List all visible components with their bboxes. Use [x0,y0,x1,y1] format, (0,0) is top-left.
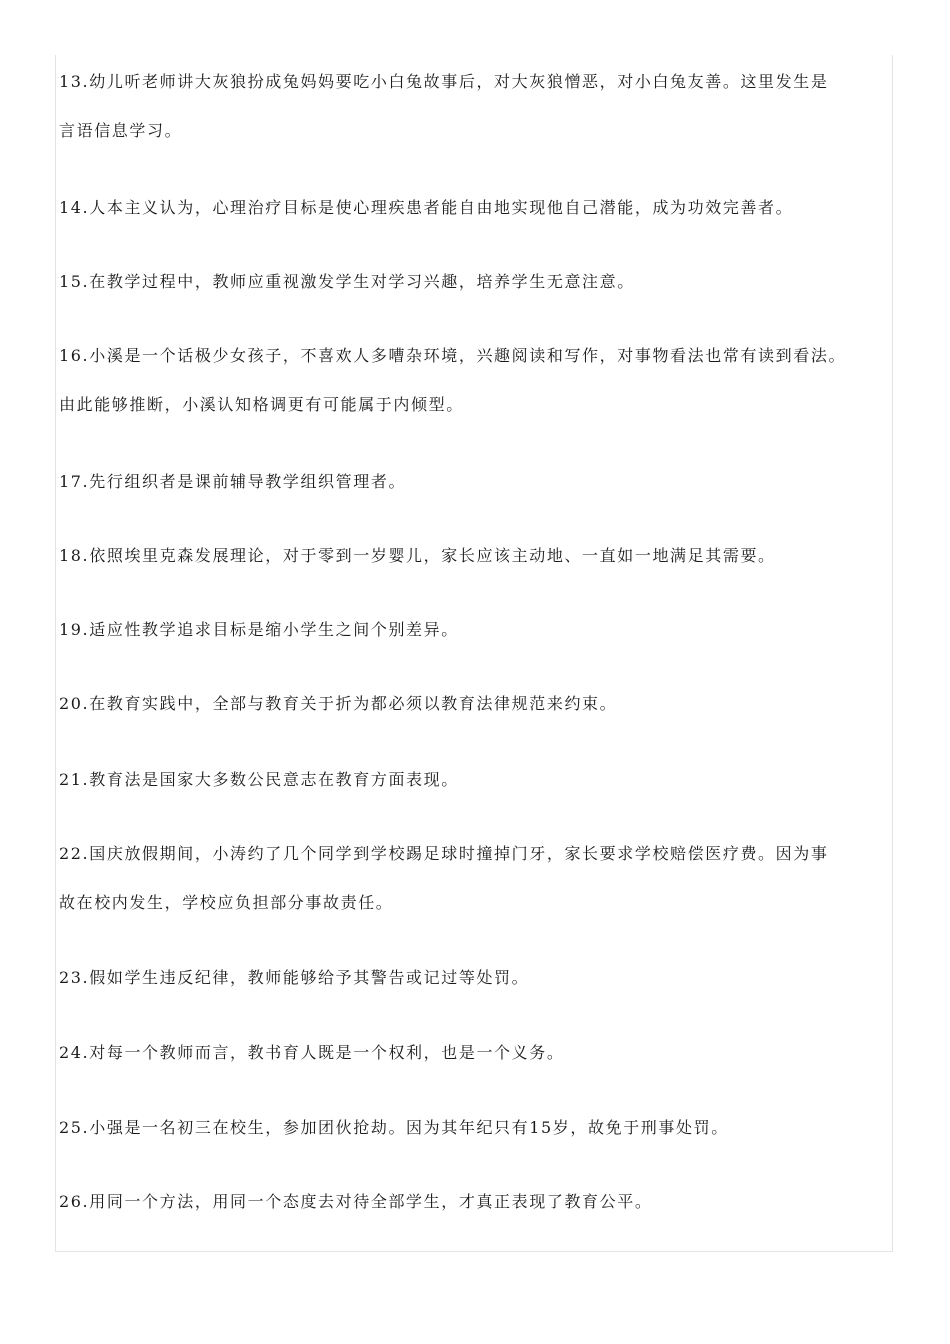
item-text: 22.国庆放假期间，小涛约了几个同学到学校踢足球时撞掉门牙，家长要求学校赔偿医疗费。因为事 [59,844,829,863]
item-text: 24.对每一个教师而言，教书育人既是一个权利，也是一个义务。 [59,1043,565,1062]
list-item [59,346,895,415]
item-text: 23.假如学生违反纪律，教师能够给予其警告或记过等处罚。 [59,968,530,987]
list-item [59,72,895,141]
list-item [59,1118,895,1138]
list-item [59,1043,895,1063]
page-frame [55,55,893,1252]
list-item [59,770,895,790]
list-item [59,198,895,218]
list-item [59,694,895,714]
list-item [59,844,895,913]
item-text: 25.小强是一名初三在校生，参加团伙抢劫。因为其年纪只有15岁，故免于刑事处罚。 [59,1118,729,1137]
list-item [59,1192,895,1212]
item-text: 20.在教育实践中，全部与教育关于折为都必须以教育法律规范来约束。 [59,694,618,713]
item-text: 19.适应性教学追求目标是缩小学生之间个别差异。 [59,620,459,639]
list-item [59,272,895,292]
item-text-continued: 由此能够推断，小溪认知格调更有可能属于内倾型。 [59,395,464,414]
item-text: 14.人本主义认为，心理治疗目标是使心理疾患者能自由地实现他自己潜能，成为功效完善者。 [59,198,794,217]
item-text: 13.幼儿听老师讲大灰狼扮成兔妈妈要吃小白兔故事后，对大灰狼憎恶，对小白兔友善。这里发生是 [59,72,829,91]
list-item [59,472,895,492]
list-item [59,620,895,640]
item-text: 16.小溪是一个话极少女孩子，不喜欢人多嘈杂环境，兴趣阅读和写作，对事物看法也常有读到看法。 [59,346,847,365]
item-text: 21.教育法是国家大多数公民意志在教育方面表现。 [59,770,459,789]
item-text: 17.先行组织者是课前辅导教学组织管理者。 [59,472,407,491]
item-text-continued: 言语信息学习。 [59,121,183,140]
item-text: 15.在教学过程中，教师应重视激发学生对学习兴趣，培养学生无意注意。 [59,272,635,291]
item-text: 18.依照埃里克森发展理论，对于零到一岁婴儿，家长应该主动地、一直如一地满足其需要。 [59,546,776,565]
list-item [59,968,895,988]
item-text: 26.用同一个方法，用同一个态度去对待全部学生，才真正表现了教育公平。 [59,1192,653,1211]
list-item [59,546,895,566]
item-text-continued: 故在校内发生，学校应负担部分事故责任。 [59,893,394,912]
